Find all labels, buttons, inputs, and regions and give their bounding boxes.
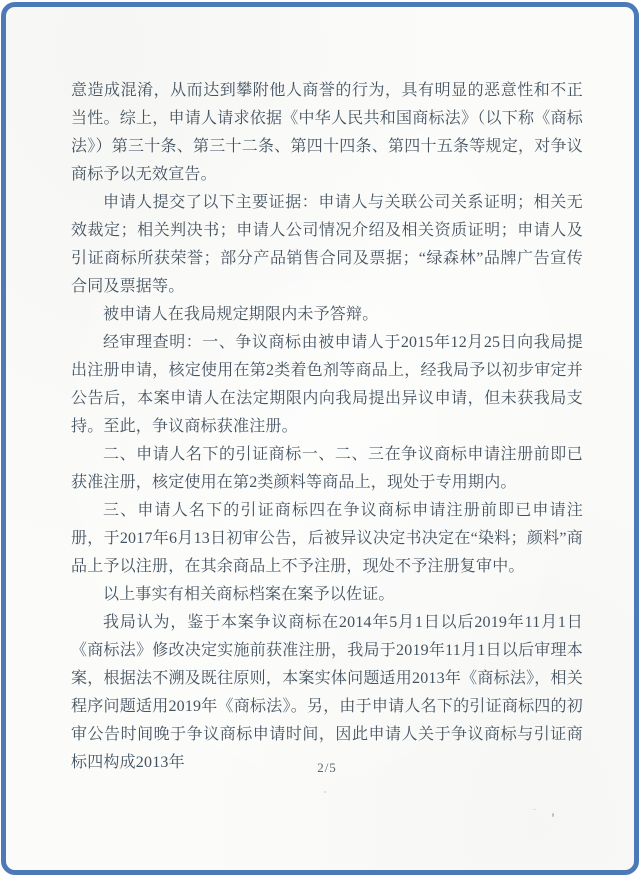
scan-speck: [552, 813, 554, 817]
paragraph: 意造成混淆，从而达到攀附他人商誉的行为，具有明显的恶意性和不正当性。综上，申请人请求依据《中华人民共和国商标法》（以下称《商标法》）第三十条、第三十二条、第四十四条、第四十五条等规定，对争议商标予以无效宣告。: [71, 82, 583, 183]
paragraph: 经审理查明：一、争议商标由被申请人于2015年12月25日向我局提出注册申请，核定使用在第2类着色剂等商品上，经我局予以初步审定并公告后，本案申请人在法定期限内向我局提出异议申请，但未获我局支持。至此，争议商标获准注册。: [71, 334, 583, 435]
paragraph: 申请人提交了以下主要证据：申请人与关联公司关系证明；相关无效裁定；相关判决书；申请人公司情况介绍及相关资质证明；申请人及引证商标所获荣誉；部分产品销售合同及票据；“绿森林”品牌广告宣传合同及票据等。: [71, 194, 583, 295]
document-frame: [1, 2, 639, 875]
scan-speck: [324, 791, 326, 793]
scan-speck: [533, 809, 536, 810]
paragraph: 三、申请人名下的引证商标四在争议商标申请注册前即已申请注册，于2017年6月13日初审公告，后被异议决定书决定在“染料；颜料”商品上予以注册，在其余商品上不予注册，现处不予注册复审中。: [71, 502, 583, 575]
paragraph: 被申请人在我局规定期限内未予答辩。: [103, 306, 379, 323]
document-body: [71, 77, 583, 777]
paragraph: 以上事实有相关商标档案在案予以佐证。: [103, 586, 395, 603]
paragraph: 我局认为，鉴于本案争议商标在2014年5月1日以后2019年11月1日《商标法》修改决定实施前获准注册，我局于2019年11月1日以后审理本案，根据法不溯及既往原则，本案实体问题适用2013年《商标法》，相关程序问题适用2019年《商标法》。另，由于申请人名下的引证商标四的初审公告时间晚于争议商标申请时间，因此申请人关于争议商标与引证商标四构成2013年: [71, 614, 583, 771]
paragraph: 二、申请人名下的引证商标一、二、三在争议商标申请注册前即已获准注册，核定使用在第2类颜料等商品上，现处于专用期内。: [71, 446, 583, 491]
page-number: 2/5: [317, 760, 337, 775]
